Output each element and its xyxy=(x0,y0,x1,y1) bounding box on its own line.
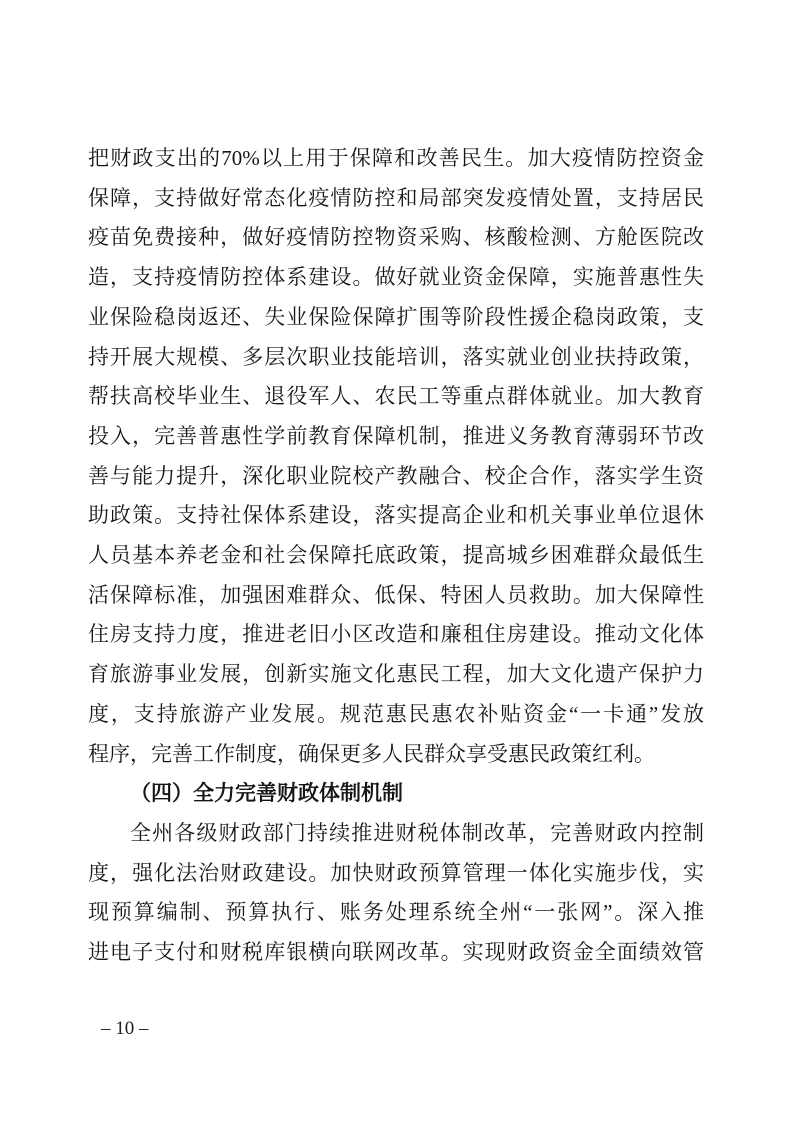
text-line: 全州各级财政部门持续推进财税体制改革，完善财政内控制 xyxy=(130,820,704,845)
text-line: 程序，完善工作制度，确保更多人民群众享受惠民政策红利。 xyxy=(88,741,655,766)
text-line: 业保险稳岗返还、失业保险保障扩围等阶段性援企稳岗政策，支 xyxy=(88,304,704,329)
text-line: 帮扶高校毕业生、退役军人、农民工等重点群体就业。加大教育 xyxy=(88,384,704,409)
text-line: 育旅游事业发展，创新实施文化惠民工程，加大文化遗产保护力 xyxy=(88,662,704,687)
text-line: 助政策。支持社保体系建设，落实提高企业和机关事业单位退休 xyxy=(88,503,704,528)
text-line: 进电子支付和财税库银横向联网改革。实现财政资金全面绩效管 xyxy=(88,940,704,965)
text-line: 疫苗免费接种，做好疫情防控物资采购、核酸检测、方舱医院改 xyxy=(88,225,704,250)
text-line: 度，支持旅游产业发展。规范惠民惠农补贴资金“一卡通”发放 xyxy=(88,701,704,726)
text-line: 善与能力提升，深化职业院校产教融合、校企合作，落实学生资 xyxy=(88,463,704,488)
text-line: 人员基本养老金和社会保障托底政策，提高城乡困难群众最低生 xyxy=(88,543,704,568)
text-line: 现预算编制、预算执行、账务处理系统全州“一张网”。深入推 xyxy=(88,900,704,925)
text-line: 活保障标准，加强困难群众、低保、特困人员救助。加大保障性 xyxy=(88,582,704,607)
text-line: 住房支持力度，推进老旧小区改造和廉租住房建设。推动文化体 xyxy=(88,622,704,647)
text-line: 把财政支出的70%以上用于保障和改善民生。加大疫情防控资金 xyxy=(88,146,704,170)
text-line: 造，支持疫情防控体系建设。做好就业资金保障，实施普惠性失 xyxy=(88,265,704,290)
text-line: 度，强化法治财政建设。加快财政预算管理一体化实施步伐，实 xyxy=(88,860,704,885)
paragraph-section-4 xyxy=(88,814,704,973)
page-number: – 10 – xyxy=(101,1018,149,1039)
page-body-text xyxy=(88,139,704,973)
text-line: 保障，支持做好常态化疫情防控和局部突发疫情处置，支持居民 xyxy=(88,185,704,210)
text-line: 持开展大规模、多层次职业技能培训，落实就业创业扶持政策， xyxy=(88,344,704,369)
section-heading: （四）全力完善财政体制机制 xyxy=(130,781,403,806)
text-line: 投入，完善普惠性学前教育保障机制，推进义务教育薄弱环节改 xyxy=(88,423,704,448)
paragraph-continued xyxy=(88,139,704,774)
